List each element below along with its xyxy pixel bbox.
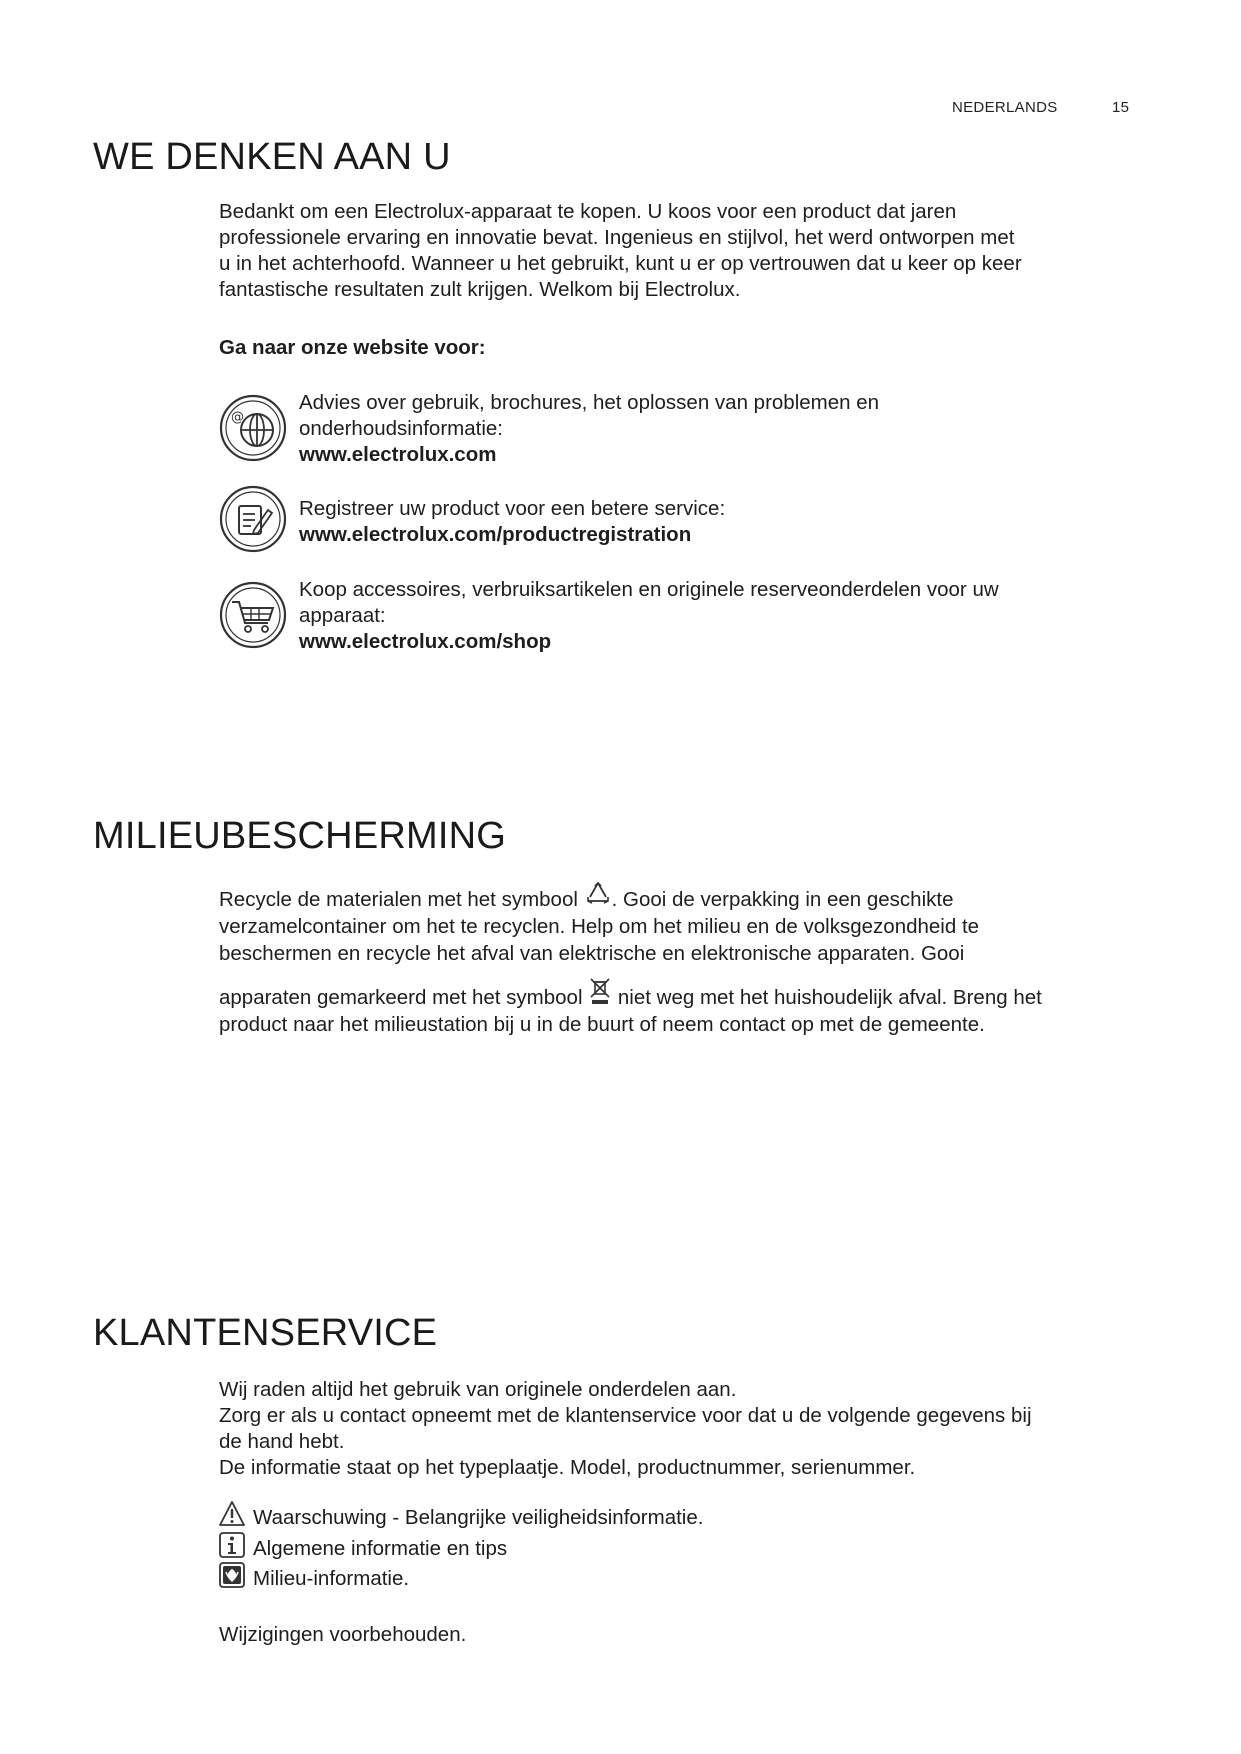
legend-warning: Waarschuwing - Belangrijke veiligheidsinformatie. — [253, 1506, 704, 1529]
env-line: Recycle de materialen met het symbool — [219, 888, 584, 911]
intro-line: professionele ervaring en innovatie bevat. Ingenieus en stijlvol, het werd ontworpen met — [219, 226, 1015, 249]
env-line: . Gooi de verpakking in een geschikte — [611, 888, 954, 911]
item-line: Koop accessoires, verbruiksartikelen en originele reserveonderdelen voor uw — [299, 578, 999, 601]
globe-icon — [218, 393, 288, 463]
legend-info: Algemene informatie en tips — [253, 1537, 508, 1560]
env-line: product naar het milieustation bij u in de buurt of neem contact op met de gemeente. — [219, 1013, 985, 1036]
intro-line: fantastische resultaten zult krijgen. Welkom bij Electrolux. — [219, 278, 741, 301]
service-line: De informatie staat op het typeplaatje. Model, productnummer, serienummer. — [219, 1456, 916, 1479]
section-title-klantenservice: KLANTENSERVICE — [93, 1312, 438, 1354]
website-item-advice — [299, 390, 1099, 468]
item-line: onderhoudsinformatie: — [299, 417, 503, 440]
service-line: Zorg er als u contact opneemt met de klantenservice voor dat u de volgende gegevens bij — [219, 1404, 1032, 1427]
website-item-shop — [299, 577, 1119, 655]
customer-service-paragraph — [219, 1377, 1149, 1481]
intro-line: Bedankt om een Electrolux-apparaat te kopen. U koos voor een product dat jaren — [219, 200, 957, 223]
shopping-cart-icon — [218, 580, 288, 650]
environment-icon — [218, 1561, 246, 1589]
svg-text:@: @ — [231, 410, 244, 425]
env-line: beschermen en recycle het afval van elektrische en elektronische apparaten. Gooi — [219, 942, 965, 965]
link-product-registration[interactable]: www.electrolux.com/productregistration — [299, 523, 692, 546]
warning-icon — [218, 1500, 246, 1528]
item-line: apparaat: — [299, 604, 386, 627]
footer-note: Wijzigingen voorbehouden. — [219, 1623, 467, 1646]
intro-line: u in het achterhoofd. Wanneer u het gebruikt, kunt u er op vertrouwen dat u keer op keer — [219, 252, 1022, 275]
item-line: Advies over gebruik, brochures, het oplossen van problemen en — [299, 391, 880, 414]
env-line: niet weg met het huishoudelijk afval. Breng het — [612, 986, 1042, 1009]
crossed-bin-icon — [588, 977, 612, 1007]
service-line: Wij raden altijd het gebruik van originele onderdelen aan. — [219, 1378, 737, 1401]
env-line: apparaten gemarkeerd met het symbool — [219, 986, 589, 1009]
website-item-registration — [299, 496, 1099, 548]
recycle-icon — [584, 880, 612, 910]
section-title-we-denken-aan-u: WE DENKEN AAN U — [93, 136, 451, 178]
link-electrolux-shop[interactable]: www.electrolux.com/shop — [299, 630, 552, 653]
link-electrolux-com[interactable]: www.electrolux.com — [299, 443, 497, 466]
environment-paragraph — [219, 880, 1149, 1038]
service-line: de hand hebt. — [219, 1430, 345, 1453]
page-number: 15 — [1112, 99, 1130, 116]
item-line: Registreer uw product voor een betere service: — [299, 497, 726, 520]
header-language: NEDERLANDS — [952, 99, 1058, 116]
info-icon — [218, 1531, 246, 1559]
legend-environment: Milieu-informatie. — [253, 1567, 410, 1590]
intro-paragraph — [219, 199, 1119, 303]
website-heading: Ga naar onze website voor: — [219, 336, 486, 359]
section-title-milieubescherming: MILIEUBESCHERMING — [93, 815, 507, 857]
registration-icon — [218, 484, 288, 554]
env-line: verzamelcontainer om het te recyclen. Help om het milieu en de volksgezondheid te — [219, 915, 980, 938]
